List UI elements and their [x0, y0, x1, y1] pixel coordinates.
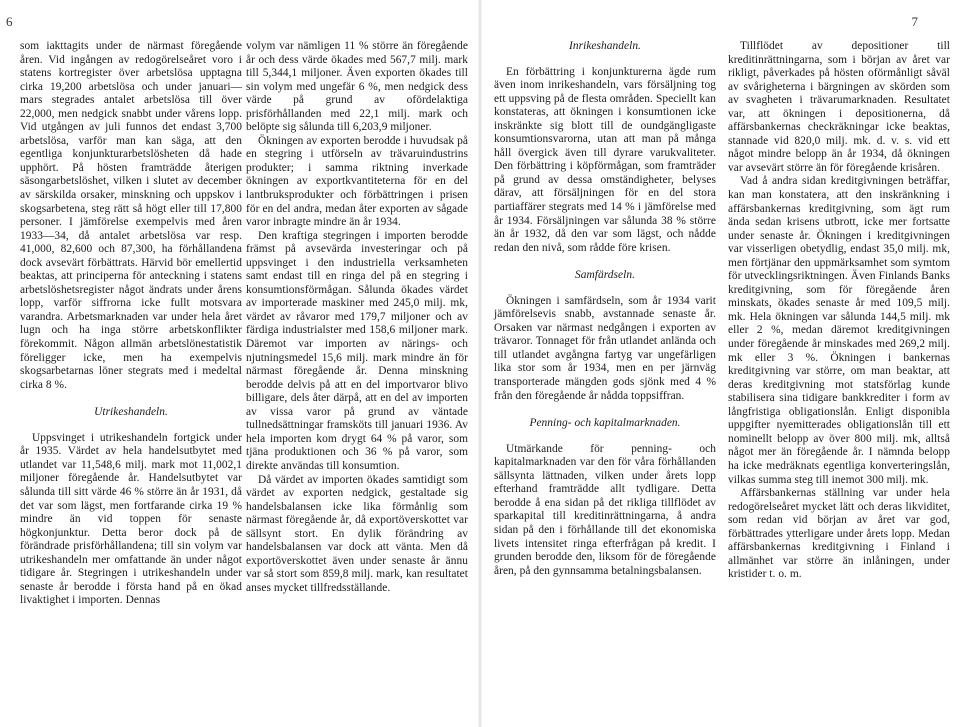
- section-heading-utrikeshandeln: Utrikeshandeln.: [94, 406, 168, 419]
- column-1: [20, 40, 242, 608]
- page-number-left: 6: [6, 14, 13, 29]
- page-number-right: 7: [911, 14, 918, 29]
- paragraph: Affärsbankernas ställning var under hela redogörelseåret mycket lätt och deras likviditet, som redan vid början av året var god, förbättrades ytterligare under årets lopp. Medan affärsbankernas kreditgivning i Finland i allmänhet var större än inlåningen, under kristider t. o. m.: [728, 487, 950, 581]
- book-gutter: [478, 0, 482, 727]
- paragraph: Då värdet av importen ökades samtidigt som värdet av exporten nedgick, gestaltade sig handelsbalansen icke lika förmånlig som närmast föregående år, då exportöverskottet var sällsynt stort. En dylik förändring av handelsbalansen var dock att vänta. Men då exportöverskottet även under senaste år ännu var så stort som 859,8 milj. mark, kan resultatet anses mycket tillfredsställande.: [246, 473, 468, 594]
- paragraph: som iakttagits under de närmast föregående åren. Vid ingången av redogörelseåret voro i statens kortregister över arbetslösa upptagna cirka 19,200 arbetslösa och under januari—mars stegrades antalet arbetslösa till över 22,000, men nedgick snabbt under vårens lopp. Vid utgången av juli funnos det endast 3,700 arbetslösa, varför man kan säga, att den egentliga konjunkturarbetslösheten då hade upphört. På hösten framträdde återigen säsongarbetslöshet, vilken i slutet av december av särskilda orsaker, minskning och uppskov i skogsarbetena, steg rätt så högt eller till 17,800 personer. I jämförelse exempelvis med åren 1933—34, då antalet arbetslösa var resp. 41,000, 82,600 och 87,300, ha förhållandena dock avsevärt förbättrats. Härvid bör emellertid beaktas, att principerna för anteckning i statens arbetslöshetsregister något ändrats under årens lopp, varför siffrorna icke fullt motsvara varandra. Arbetsmarknaden var under hela året lugn och ha inga större arbetskonflikter förekommit. Någon allmän arbetslönestatistik föreligger icke, men ha exempelvis skogsarbetarnas löner stegrats med i medeltal cirka 8 %.: [20, 40, 242, 391]
- paragraph: En förbättring i konjunkturerna ägde rum även inom inrikeshandeln, vars försäljning tog ett uppsving på de flesta områden. Speciellt kan konstateras, att ökningen i konsumtionen icke inskränkte sig blott till de oundgängligaste konsumtionsvarorna, utan att man på många håll övergick även till dyrare varukvaliteter. Den förbättring i köpförmågan, som framträder på grund av dessa omständigheter, belyses därav, att försäljningen för en del stora partiaffärer stegrats med 14 % i jämförelse med år 1934. Försäljningen var sålunda 38 % större än år 1932, då den var som lägst, och nådde redan den nivå, som rådde före krisen.: [494, 65, 716, 254]
- section-heading-samfardseln: Samfärdseln.: [575, 269, 635, 282]
- column-2: [246, 40, 468, 595]
- paragraph: Ökningen i samfärdseln, som år 1934 varit jämförelsevis snabb, avstannade senaste år. Orsaken var närmast nedgången i exporten av trävaror. Tonnaget för från utlandet anlända och till utlandet avgångna fartyg var ungefärligen lika stor som år 1934, men en per järnväg transporterade mängden gods sjönk med 4 % från den föregående år nådda toppsiffran.: [494, 294, 716, 402]
- paragraph: Vad å andra sidan kreditgivningen beträffar, kan man konstatera, att den inskränkning i affärsbankernas kreditgivning, som ägt rum ända sedan krisens utbrott, icke mer fortsatte under senaste år. Ökningen i kreditgivningen var visserligen obetydlig, endast 35,0 milj. mk, men förtjänar den uppmärksamhet som symtom för utvecklingsriktningen. Även Finlands Banks kreditgivning, som för föregående åren minskats, ökades senaste år med 109,5 milj. mk. Hela ökningen var sålunda 144,5 milj. mk eller 2 %, medan däremot kreditgivningen under föregående år minskades med 269,2 milj. mk eller 3 %. Ökningen i bankernas kreditgivning var större, om man beaktar, att deras kreditgivning mot statsförlag kunde stabilisera sina tidigare bankkrediter i form av långfristiga obligationslån. Enligt disponibla uppgifter nyemitterades obligationslån till ett nominellt belopp av över 800 milj. mk, alltså något mer än föregående år. I nämnda belopp ha icke medräknats egentliga konverteringslån, vilkas summa steg till inemot 300 milj. mk.: [728, 175, 950, 486]
- paragraph: Uppsvinget i utrikeshandeln fortgick under år 1935. Värdet av hela handelsutbytet med utlandet var 11,548,6 milj. mark mot 11,002,1 miljoner föregående år. Handelsutbytet var sålunda till sitt värde 46 % större än år 1931, då det var som lägst, men fortfarande cirka 19 % mindre än vid toppen för senaste högkonjunktur. Detta beror dock på de förändrade prisförhållandena; till sin volym var utrikeshandeln mer omfattande än under något tidigare år. Stegringen i utrikeshandeln under senaste år berodde i första hand på en ökad livaktighet i importen. Dennas: [20, 431, 242, 607]
- paragraph: Tillflödet av depositioner till kreditinrättningarna, som i början av året var rikligt, påverkades på hösten oförmånligt såväl av svårigheterna i bärgningen av skörden som av svagheten i trävarumarknaden. Resultatet var, att ökningen i depositionerna, då affärsbankernas checkräkningar icke beaktas, stannade vid 820,0 milj. mk. d. v. s. vid ett något mindre belopp än år 1934, då ökningen var avsevärt större än för föregående krisåren.: [728, 40, 950, 174]
- paragraph: Ökningen av exporten berodde i huvudsak på en stegring i utförseln av trävaruindustrins produkter; i samma riktning inverkade ökningen av exportkvantiteterna för en del lantbruksprodukter och förbättringen i prisen för en del andra, medan åter exporten av sågade varor inbragte mindre än år 1934.: [246, 134, 468, 229]
- paragraph: volym var nämligen 11 % större än föregående år och dess värde ökades med 567,7 milj. mark till 5,344,1 miljoner. Även exporten ökades till sin volym med ungefär 6 %, men nedgick dess värde på grund av ofördelaktiga prisförhållanden med 22,1 milj. mark och belöpte sig sålunda till 6,203,9 miljoner.: [246, 40, 468, 134]
- column-3: [494, 40, 716, 578]
- paragraph: Den kraftiga stegringen i importen berodde främst på avsevärda investeringar och på uppsvinget i den industriella verksamheten samt endast till en ringa del på en stegring i konsumtionsförmågan. Sålunda ökades värdet av importerade maskiner med 245,0 milj. mk, värdet av råvaror med 179,7 miljoner och av färdiga industrialster med 158,6 miljoner mark. Däremot var importen av närings- och njutningsmedel 15,6 milj. mark mindre än för närmast föregående år. Denna minskning berodde delvis på att en del importvaror blivo billigare, dels åter därpå, att en del av importen av vissa varor på grund av väntade tullnedsättningar framsköts till januari 1936. Av hela importen kom drygt 64 % på varor, som tjäna produktionen och 36 % på varor, som direkte användas till konsumtion.: [246, 229, 468, 472]
- section-heading-inrikeshandeln: Inrikeshandeln.: [569, 40, 641, 52]
- column-4: [728, 40, 950, 582]
- paragraph: Utmärkande för penning- och kapitalmarknaden var den för våra förhållanden sällsynta lättnaden, vilken under årets lopp efterhand framträdde allt tydligare. Detta berodde å ena sidan på det rikliga tillflödet av sparkapital till kreditinrättningarna, å andra sidan på den i förhållande till det ekonomiska livets intensitet ringa efterfrågan på kredit. I grunden berodde den, liksom för de föregående åren, på den gynnsamma betalningsbalansen.: [494, 442, 716, 577]
- section-heading-penning-kapitalmarknaden: Penning- och kapitalmarknaden.: [529, 417, 681, 430]
